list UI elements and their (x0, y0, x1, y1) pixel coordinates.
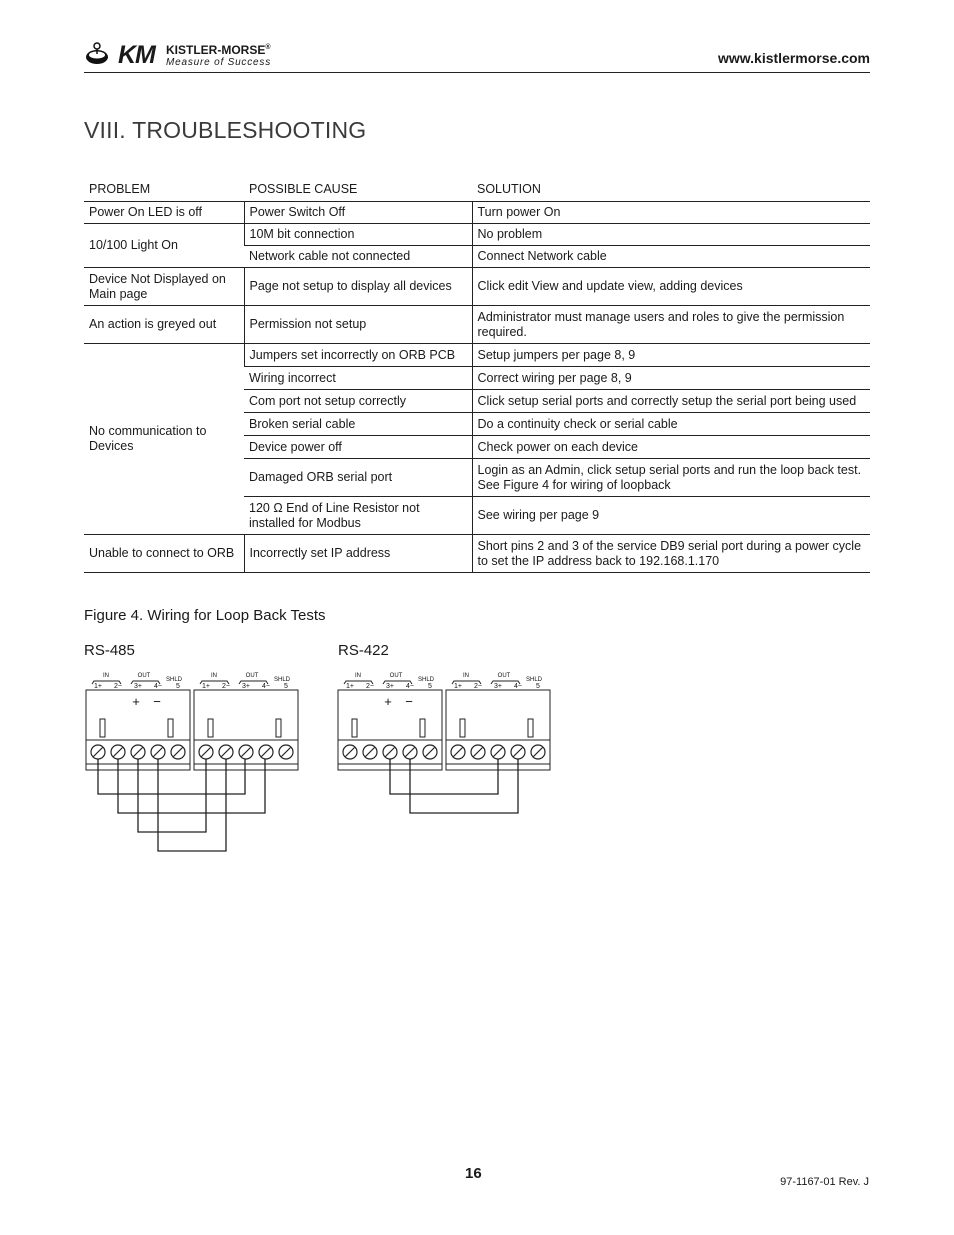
solution-cell: Click setup serial ports and correctly setup the serial port being used (472, 390, 870, 413)
pin-label: 5 (284, 683, 288, 690)
solution-cell: Connect Network cable (472, 246, 870, 268)
column-header-problem: PROBLEM (84, 179, 244, 202)
pin-label: 5 (176, 683, 180, 690)
column-header-cause: POSSIBLE CAUSE (244, 179, 472, 202)
in-label: IN (463, 673, 469, 679)
in-label: IN (355, 673, 361, 679)
column-header-solution: SOLUTION (472, 179, 870, 202)
pin-label: 1+ (454, 683, 462, 690)
plus-sign: + (132, 694, 140, 709)
problem-cell: Device Not Displayed on Main page (84, 268, 244, 306)
latch-tab (460, 719, 465, 737)
out-label: OUT (497, 673, 511, 679)
pin-label: 1+ (202, 683, 210, 690)
pin-label: 5 (536, 683, 540, 690)
cause-cell: Broken serial cable (244, 413, 472, 436)
page-number: 16 (465, 1165, 482, 1182)
solution-cell: Do a continuity check or serial cable (472, 413, 870, 436)
latch-tab (100, 719, 105, 737)
cause-cell: Network cable not connected (244, 246, 472, 268)
pin-label: 1+ (94, 683, 102, 690)
pin-label: 4− (154, 683, 162, 690)
problem-cell: No communication to Devices (84, 344, 244, 535)
cause-cell: 10M bit connection (244, 224, 472, 246)
pin-label: 2− (366, 683, 374, 690)
pin-label: 3+ (386, 683, 394, 690)
shld-label: SHLD (417, 677, 435, 683)
pin-label: 3+ (494, 683, 502, 690)
solution-cell: Administrator must manage users and roles to give the permission required. (472, 306, 870, 344)
cause-cell: 120 Ω End of Line Resistor not installed for Modbus (244, 497, 472, 535)
solution-cell: Turn power On (472, 202, 870, 224)
latch-tab (528, 719, 533, 737)
loopback-wire (118, 759, 265, 813)
minus-sign: − (405, 694, 413, 709)
latch-tab (168, 719, 173, 737)
latch-tab (420, 719, 425, 737)
pin-label: 4− (406, 683, 414, 690)
logo-letters: KM (118, 41, 155, 69)
cause-cell: Device power off (244, 436, 472, 459)
cause-cell: Com port not setup correctly (244, 390, 472, 413)
brand-name: KISTLER-MORSE® (166, 43, 271, 57)
figure-caption: Figure 4. Wiring for Loop Back Tests (84, 607, 326, 624)
cause-cell: Jumpers set incorrectly on ORB PCB (244, 344, 472, 367)
in-label: IN (211, 673, 217, 679)
solution-cell: Correct wiring per page 8, 9 (472, 367, 870, 390)
solution-cell: No problem (472, 224, 870, 246)
latch-tab (276, 719, 281, 737)
problem-cell: Unable to connect to ORB (84, 535, 244, 573)
out-label: OUT (245, 673, 259, 679)
solution-cell: See wiring per page 9 (472, 497, 870, 535)
solution-cell: Short pins 2 and 3 of the service DB9 serial port during a power cycle to set the IP address back to 192.168.1.170 (472, 535, 870, 573)
rs422-label: RS-422 (338, 642, 389, 659)
in-label: IN (103, 673, 109, 679)
latch-tab (352, 719, 357, 737)
pin-label: 5 (428, 683, 432, 690)
solution-cell: Login as an Admin, click setup serial ports and run the loop back test. See Figure 4 for wiring of loopback (472, 459, 870, 497)
latch-tab (208, 719, 213, 737)
out-label: OUT (137, 673, 151, 679)
shld-label: SHLD (273, 677, 291, 683)
rs485-label: RS-485 (84, 642, 135, 659)
problem-cell: Power On LED is off (84, 202, 244, 224)
problem-cell: An action is greyed out (84, 306, 244, 344)
solution-cell: Click edit View and update view, adding devices (472, 268, 870, 306)
solution-cell: Setup jumpers per page 8, 9 (472, 344, 870, 367)
out-label: OUT (389, 673, 403, 679)
website-url: www.kistlermorse.com (718, 50, 870, 66)
pin-label: 4− (262, 683, 270, 690)
plus-sign: + (384, 694, 392, 709)
shld-label: SHLD (165, 677, 183, 683)
pin-label: 1+ (346, 683, 354, 690)
brand-tagline: Measure of Success (166, 57, 271, 68)
solution-cell: Check power on each device (472, 436, 870, 459)
cause-cell: Page not setup to display all devices (244, 268, 472, 306)
document-revision: 97-1167-01 Rev. J (780, 1176, 869, 1188)
loopback-wire (410, 759, 518, 813)
cause-cell: Power Switch Off (244, 202, 472, 224)
problem-cell: 10/100 Light On (84, 224, 244, 268)
pin-label: 2− (222, 683, 230, 690)
minus-sign: − (153, 694, 161, 709)
pin-label: 2− (114, 683, 122, 690)
pin-label: 2− (474, 683, 482, 690)
pin-label: 3+ (134, 683, 142, 690)
pin-label: 4− (514, 683, 522, 690)
section-title: VIII. TROUBLESHOOTING (84, 117, 367, 143)
loopback-wire (158, 759, 226, 851)
pin-label: 3+ (242, 683, 250, 690)
cause-cell: Wiring incorrect (244, 367, 472, 390)
cause-cell: Permission not setup (244, 306, 472, 344)
cause-cell: Damaged ORB serial port (244, 459, 472, 497)
cause-cell: Incorrectly set IP address (244, 535, 472, 573)
shld-label: SHLD (525, 677, 543, 683)
